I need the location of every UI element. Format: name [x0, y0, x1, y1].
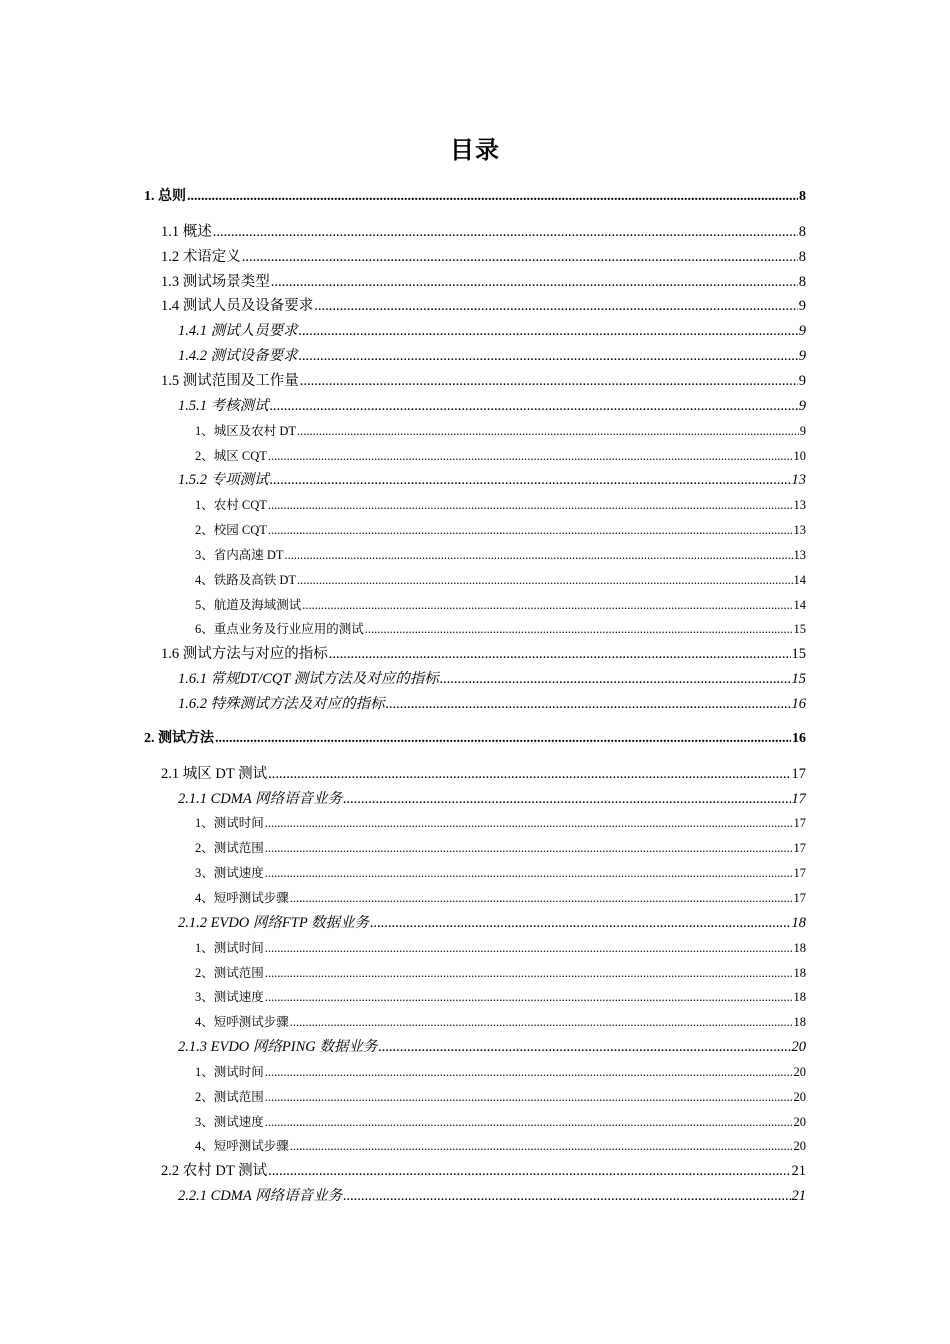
toc-entry[interactable] — [178, 694, 806, 714]
toc-page-number: 20 — [793, 1065, 806, 1079]
toc-entry-label: 2.1.2 EVDO 网络FTP 数据业务 — [178, 915, 370, 931]
toc-dot-leader — [242, 247, 798, 267]
toc-page-number: 10 — [793, 449, 806, 463]
toc-dot-leader — [343, 789, 790, 809]
toc-page-number: 15 — [791, 646, 806, 662]
toc-entry-label: 2、测试范围 — [195, 966, 264, 980]
toc-dot-leader — [187, 187, 798, 207]
toc-dot-leader — [215, 729, 791, 749]
toc-entry-label: 2、测试范围 — [195, 841, 264, 855]
toc-page-number: 20 — [793, 1115, 806, 1129]
toc-dot-leader — [265, 1062, 793, 1082]
toc-entry[interactable] — [195, 446, 806, 466]
toc-entry[interactable] — [161, 296, 806, 316]
toc-dot-leader — [378, 1037, 790, 1057]
toc-page-number: 8 — [798, 274, 806, 290]
toc-entry-label: 1.2 术语定义 — [161, 249, 241, 265]
toc-dot-leader — [270, 396, 798, 416]
toc-dot-leader — [290, 888, 793, 908]
toc-entry[interactable] — [195, 1062, 806, 1082]
toc-page-number: 17 — [793, 816, 806, 830]
toc-dot-leader — [314, 296, 798, 316]
toc-entry[interactable] — [161, 272, 806, 292]
toc-entry[interactable] — [195, 987, 806, 1007]
toc-dot-leader — [370, 913, 790, 933]
toc-page-number: 16 — [791, 696, 806, 712]
toc-page-number: 8 — [798, 224, 806, 240]
toc-entry[interactable] — [195, 1012, 806, 1032]
toc-dot-leader — [290, 1136, 793, 1156]
toc-entry[interactable] — [178, 1037, 806, 1057]
toc-dot-leader — [297, 421, 799, 441]
toc-entry[interactable] — [195, 863, 806, 883]
toc-entry[interactable] — [144, 187, 806, 207]
toc-entry-label: 1.6.2 特殊测试方法及对应的指标 — [178, 696, 385, 712]
toc-entry[interactable] — [178, 669, 806, 689]
toc-page-number: 9 — [798, 398, 806, 414]
toc-dot-leader — [299, 321, 798, 341]
toc-dot-leader — [302, 595, 792, 615]
toc-entry-label: 2.1 城区 DT 测试 — [161, 766, 268, 782]
toc-entry-label: 4、短呼测试步骤 — [195, 891, 289, 905]
toc-page-number: 18 — [791, 915, 806, 931]
toc-dot-leader — [213, 222, 798, 242]
toc-entry[interactable] — [195, 888, 806, 908]
toc-entry-label: 5、航道及海域测试 — [195, 598, 302, 612]
toc-page-number: 17 — [791, 791, 806, 807]
toc-entry[interactable] — [195, 520, 806, 540]
toc-entry-label: 2、校园 CQT — [195, 523, 267, 537]
toc-entry[interactable] — [195, 1136, 806, 1156]
toc-page-number: 16 — [792, 731, 806, 746]
toc-entry[interactable] — [178, 396, 806, 416]
toc-dot-leader — [343, 1186, 790, 1206]
toc-entry-label: 2、城区 CQT — [195, 449, 267, 463]
toc-entry-label: 2、测试范围 — [195, 1090, 264, 1104]
toc-entry-label: 1.4 测试人员及设备要求 — [161, 298, 314, 314]
toc-entry-label: 1.5.2 专项测试 — [178, 472, 269, 488]
toc-dot-leader — [268, 520, 793, 540]
toc-page-number: 21 — [791, 1188, 806, 1204]
toc-entry-label: 2. 测试方法 — [144, 731, 214, 746]
toc-page-number: 17 — [793, 866, 806, 880]
toc-page-number: 13 — [793, 548, 806, 562]
toc-dot-leader — [265, 1112, 793, 1132]
toc-entry[interactable] — [195, 545, 806, 565]
toc-entry[interactable] — [178, 346, 806, 366]
toc-entry-label: 3、测试速度 — [195, 866, 264, 880]
toc-page-number: 13 — [793, 523, 806, 537]
toc-dot-leader — [265, 1087, 793, 1107]
toc-entry[interactable] — [195, 570, 806, 590]
toc-page-number: 21 — [791, 1163, 806, 1179]
toc-page-number: 9 — [798, 348, 806, 364]
toc-entry-label: 4、短呼测试步骤 — [195, 1015, 289, 1029]
toc-dot-leader — [265, 987, 793, 1007]
toc-dot-leader — [440, 669, 791, 689]
toc-entry-label: 1.4.1 测试人员要求 — [178, 323, 298, 339]
toc-page-number: 9 — [799, 424, 806, 438]
toc-entry-label: 2.1.3 EVDO 网络PING 数据业务 — [178, 1039, 378, 1055]
toc-entry-label: 1、城区及农村 DT — [195, 424, 297, 438]
page-title: 目录 — [450, 136, 500, 164]
toc-entry[interactable] — [144, 729, 806, 749]
toc-page-number: 9 — [798, 373, 806, 389]
toc-page-number: 9 — [798, 323, 806, 339]
toc-entry-label: 2.2 农村 DT 测试 — [161, 1163, 268, 1179]
toc-dot-leader — [285, 545, 793, 565]
toc-dot-leader — [290, 1012, 793, 1032]
toc-entry-label: 1.6 测试方法与对应的指标 — [161, 646, 328, 662]
toc-entry-label: 1、农村 CQT — [195, 498, 267, 512]
toc-entry[interactable] — [195, 421, 806, 441]
toc-page-number: 20 — [793, 1090, 806, 1104]
toc-dot-leader — [265, 938, 793, 958]
toc-entry[interactable] — [178, 913, 806, 933]
toc-page-number: 18 — [793, 941, 806, 955]
toc-dot-leader — [268, 446, 793, 466]
toc-dot-leader — [268, 1161, 790, 1181]
toc-dot-leader — [329, 644, 791, 664]
toc-entry[interactable] — [161, 764, 806, 784]
toc-entry-label: 1.6.1 常规DT/CQT 测试方法及对应的指标 — [178, 671, 439, 687]
toc-entry-label: 1、测试时间 — [195, 1065, 264, 1079]
toc-entry[interactable] — [178, 321, 806, 341]
toc-page-number: 15 — [791, 671, 806, 687]
toc-dot-leader — [268, 764, 790, 784]
toc-dot-leader — [271, 272, 798, 292]
toc-page-number: 8 — [798, 249, 806, 265]
toc-page-number: 8 — [799, 189, 806, 204]
toc-entry-label: 1、测试时间 — [195, 816, 264, 830]
toc-entry[interactable] — [195, 963, 806, 983]
toc-entry-label: 1.5 测试范围及工作量 — [161, 373, 299, 389]
toc-dot-leader — [268, 495, 793, 515]
toc-dot-leader — [265, 863, 793, 883]
toc-entry-label: 1.5.1 考核测试 — [178, 398, 269, 414]
toc-page-number: 17 — [791, 766, 806, 782]
toc-entry-label: 3、测试速度 — [195, 1115, 264, 1129]
toc-entry[interactable] — [195, 1087, 806, 1107]
toc-entry[interactable] — [195, 595, 806, 615]
toc-entry-label: 3、测试速度 — [195, 990, 264, 1004]
toc-entry-label: 3、省内高速 DT — [195, 548, 284, 562]
toc-entry-label: 1.3 测试场景类型 — [161, 274, 270, 290]
toc-entry[interactable] — [178, 789, 806, 809]
toc-dot-leader — [265, 963, 793, 983]
toc-entry[interactable] — [178, 1186, 806, 1206]
toc-dot-leader — [270, 470, 791, 490]
toc-entry-label: 1.1 概述 — [161, 224, 212, 240]
toc-entry[interactable] — [161, 371, 806, 391]
toc-entry-label: 6、重点业务及行业应用的测试 — [195, 622, 364, 636]
toc-entry[interactable] — [178, 470, 806, 490]
toc-entry[interactable] — [195, 938, 806, 958]
toc-entry[interactable] — [195, 838, 806, 858]
toc-page-number: 17 — [793, 841, 806, 855]
toc-entry[interactable] — [195, 1112, 806, 1132]
toc-page-number: 18 — [793, 1015, 806, 1029]
toc-page-number: 20 — [791, 1039, 806, 1055]
toc-entry-label: 2.2.1 CDMA 网络语音业务 — [178, 1188, 343, 1204]
toc-entry[interactable] — [195, 619, 806, 639]
toc-entry-label: 4、短呼测试步骤 — [195, 1139, 289, 1153]
toc-page-number: 13 — [793, 498, 806, 512]
toc-entry-label: 2.1.1 CDMA 网络语音业务 — [178, 791, 343, 807]
toc-entry-label: 4、铁路及高铁 DT — [195, 573, 297, 587]
toc-entry[interactable] — [161, 247, 806, 267]
toc-page-number: 9 — [798, 298, 806, 314]
toc-page-number: 17 — [793, 891, 806, 905]
toc-dot-leader — [297, 570, 792, 590]
toc-dot-leader — [265, 813, 793, 833]
toc-page-number: 14 — [793, 573, 806, 587]
toc-dot-leader — [300, 371, 798, 391]
toc-page-number: 18 — [793, 966, 806, 980]
toc-page-number: 18 — [793, 990, 806, 1004]
toc-dot-leader — [299, 346, 798, 366]
toc-page-number: 15 — [793, 622, 806, 636]
toc-entry[interactable] — [161, 1161, 806, 1181]
toc-page-number: 14 — [793, 598, 806, 612]
toc-dot-leader — [386, 694, 791, 714]
toc-page-number: 20 — [793, 1139, 806, 1153]
toc-page-number: 13 — [791, 472, 806, 488]
toc-dot-leader — [265, 838, 793, 858]
toc-entry-label: 1、测试时间 — [195, 941, 264, 955]
toc-entry-label: 1.4.2 测试设备要求 — [178, 348, 298, 364]
toc-entry-label: 1. 总则 — [144, 189, 186, 204]
toc-entry[interactable] — [161, 222, 806, 242]
toc-entry[interactable] — [161, 644, 806, 664]
toc-dot-leader — [365, 619, 793, 639]
toc-entry[interactable] — [195, 495, 806, 515]
toc-entry[interactable] — [195, 813, 806, 833]
